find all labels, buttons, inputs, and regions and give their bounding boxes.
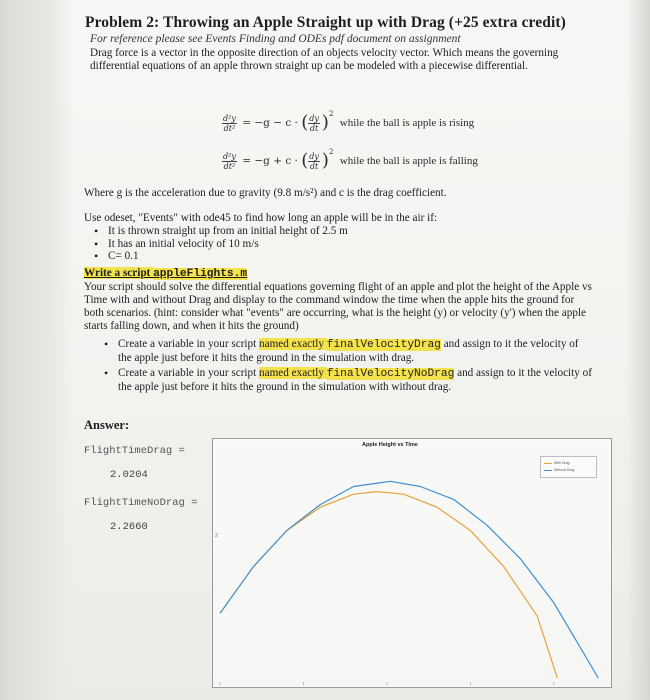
output-label-nodrag: FlightTimeNoDrag = <box>84 497 198 509</box>
script-desc-4: starts falling down, and when it hits the ground) <box>84 320 299 332</box>
eq-rising-condition: while the ball is apple is rising <box>339 117 475 129</box>
y-tick-label: 2 <box>215 533 218 539</box>
script-desc-1: Your script should solve the differential equations governing flight of an apple and plot the height of the Apple vs <box>84 281 592 293</box>
eq-rising-rhs: = −g − c · <box>242 117 298 129</box>
eq-rising-paren: $\frac{dy}{dt}$ <box>309 113 319 133</box>
output-value-nodrag: 2.2660 <box>110 521 148 533</box>
var-final-velocity-drag: finalVelocityDrag <box>326 339 441 351</box>
script-desc-3: both scenarios. (hint: consider what "events" are occurring, what is the height (y) or velocity (y') when the apple <box>84 307 587 319</box>
script-heading: Write a script appleFlights.m <box>84 267 248 280</box>
script-filename: appleFlights.m <box>153 268 248 280</box>
eq-falling-paren: $\frac{dy}{dt}$ <box>309 151 319 171</box>
answer-heading: Answer: <box>84 418 130 432</box>
instructions-list <box>86 225 348 263</box>
eq-rising-power: 2 <box>328 110 334 118</box>
intro-line-1: Drag force is a vector in the opposite direction of an objects velocity vector. Which means the governing <box>90 47 559 59</box>
list-item: • Create a variable in your script named exactly finalVelocityDrag and assign to it the velocity of the apple just before it hits the ground in the simulation with drag. <box>96 338 592 364</box>
intro-line-2: differential equations of an apple thrown straight up can be modeled with a piecewise differential. <box>90 60 528 72</box>
where-text: Where g is the acceleration due to gravity (9.8 m/s²) and c is the drag coefficient. <box>84 187 447 199</box>
var-final-velocity-nodrag: finalVelocityNoDrag <box>326 368 455 380</box>
list-item: • Create a variable in your script named exactly finalVelocityNoDrag and assign to it the velocity of the apple just before it hits the ground in the simulation with without drag. <box>96 367 592 393</box>
series-line-drag <box>220 492 557 678</box>
problem-title: Problem 2: Throwing an Apple Straight up with Drag (+25 extra credit) <box>85 14 566 31</box>
list-item: • C= 0.1 <box>86 250 348 263</box>
eq-falling-rhs: = −g + c · <box>242 155 298 167</box>
list-item: • It has an initial velocity of 10 m/s <box>86 238 348 251</box>
eq-rising-lhs: $\frac{\text{d²y}}{\text{dt²}}$ <box>223 113 236 133</box>
problem-subtitle: For reference please see Events Finding and ODEs pdf document on assignment <box>90 33 461 45</box>
list-item: • It is thrown straight up from an initial height of 2.5 m <box>86 225 348 238</box>
eq-falling-lhs: $\frac{\text{d²y}}{\text{dt²}}$ <box>223 151 236 171</box>
equation-falling: $\frac{\text{d²y}}{\text{dt²}}$ = −g + c · ( $\frac{dy}{dt}$ )$^2$ while the ball is apple is falling <box>223 148 478 171</box>
script-desc-2: Time with and without Drag and display to the command window the time when the apple hits the ground for <box>84 294 575 306</box>
instructions-lead: Use odeset, "Events" with ode45 to find how long an apple will be in the air if: <box>84 212 438 224</box>
eq-falling-power: 2 <box>328 148 334 156</box>
height-vs-time-chart <box>212 438 612 688</box>
legend-entry-drag: With Drag <box>544 461 570 465</box>
tasks-list <box>96 338 592 393</box>
chart-legend <box>540 456 597 478</box>
equation-rising: $\frac{\text{d²y}}{\text{dt²}}$ = −g − c · ( $\frac{dy}{dt}$ )$^2$ while the ball is apple is rising <box>223 110 475 133</box>
eq-falling-condition: while the ball is apple is falling <box>339 155 478 167</box>
series-line-nodrag <box>220 481 598 678</box>
output-value-drag: 2.0204 <box>110 469 148 481</box>
legend-entry-nodrag: Without Drag <box>544 468 574 472</box>
output-label-drag: FlightTimeDrag = <box>84 445 185 457</box>
chart-title: Apple Height vs Time <box>362 442 418 448</box>
